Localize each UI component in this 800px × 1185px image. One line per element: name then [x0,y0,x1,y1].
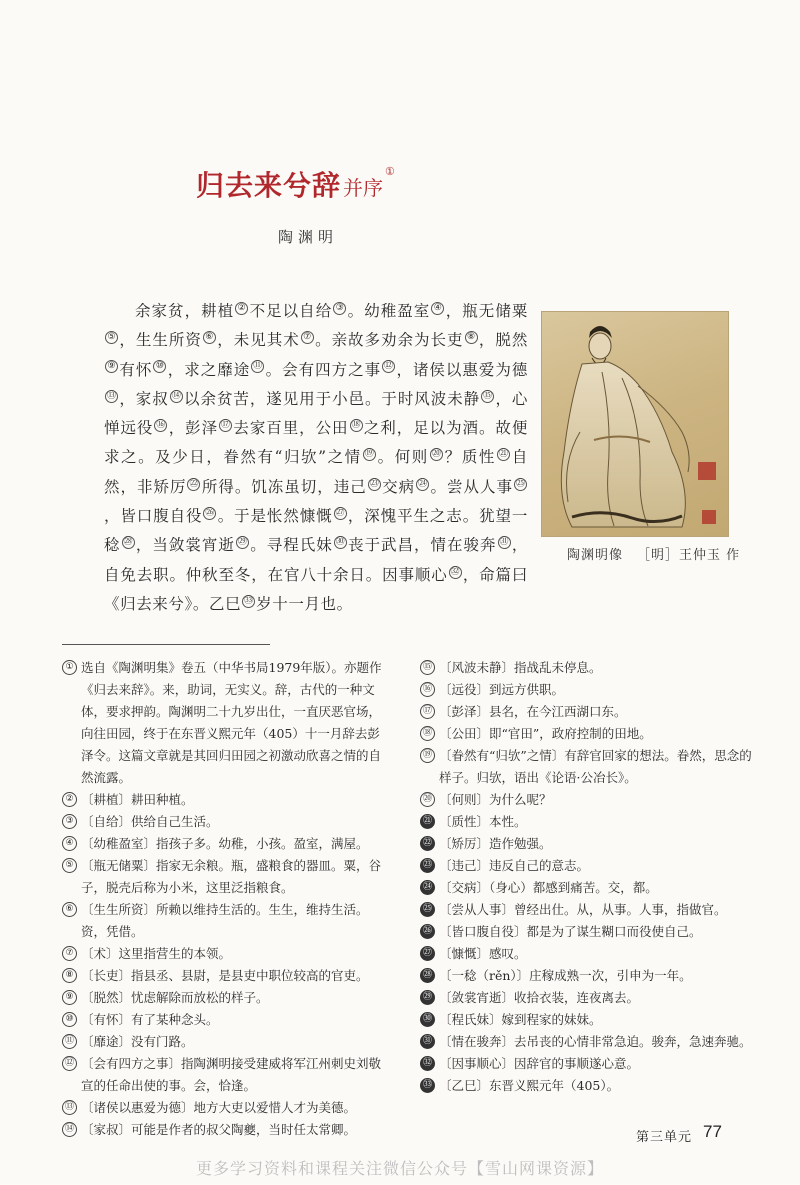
footnote-ref[interactable]: ㉖ [205,507,215,518]
footnote-item [420,723,760,745]
footnote-number: ㉘ [420,968,435,983]
preface-text-run: 余家贫，耕植 [135,302,235,320]
footnote-ref[interactable]: ㉒ [189,478,199,489]
footnote-ref[interactable]: ③ [333,302,346,315]
footnote-number: ㉜ [420,1056,435,1071]
footnote-item [62,855,384,899]
footnote-text: 〔脱然〕忧虑解除而放松的样子。 [81,990,269,1005]
footnote-text: 〔因事顺心〕因辞官的事顺遂心意。 [439,1056,640,1071]
footnote-text: 〔有怀〕有了某种念头。 [81,1012,219,1027]
preface-text-run: ，当敛裳宵逝 [135,536,235,555]
footnote-number: ㉑ [420,814,435,829]
footnote-text: 〔彭泽〕县名，在今江西湖口东。 [439,704,627,719]
title-footnote-ref: ① [385,164,395,178]
footnote-text: 〔乙巳〕东晋义熙元年（405）。 [439,1078,620,1093]
footnote-ref[interactable]: ⑫ [384,361,394,372]
footnote-number: ⑳ [420,792,435,807]
preface-text-run: 之利，足以为酒。故便求之。及少日，眷然有“归欤”之情 [104,419,528,467]
preface-text [104,297,528,619]
footnote-text: 〔交病〕（身心）都感到痛苦。交，都。 [439,880,658,895]
footnote-number: ⑦ [62,946,77,961]
footnote-number: ⑬ [62,1100,77,1115]
footnote-item [420,657,760,679]
footnote-ref[interactable]: ⑤ [105,331,118,344]
footnote-text: 〔耕植〕耕田种植。 [81,792,194,807]
footnote-text: 选自《陶渊明集》卷五（中华书局1979年版）。亦题作《归去来辞》。来，助词，无实义。辞，古代的一种文体，要求押韵。陶渊明二十九岁出仕，一直厌恶官场，向往田园，终于在东晋义熙元年（405）十一月辞去彭泽令。这篇文章就是其回归田园之初激动欣喜之情的自然流露。 [81,660,382,785]
footnote-text: 〔质性〕本性。 [439,814,527,829]
footnote-text: 〔一稔（rěn）〕庄稼成熟一次，引申为一年。 [439,968,692,983]
page-number: 77 [703,1122,722,1141]
footnote-item [420,899,760,921]
footnote-ref[interactable]: ⑯ [156,420,166,431]
footnote-text: 〔情在骏奔〕去吊丧的心情非常急迫。骏奔，急速奔驰。 [439,1034,752,1049]
footnotes-right [420,657,760,1097]
preface-text-run: 。亲故多劝余为长吏 [314,331,464,350]
preface-text-run: ，命篇曰《归去来兮》。乙巳 [104,565,529,613]
footnote-item [420,987,760,1009]
footnote-text: 〔风波未静〕指战乱未停息。 [439,660,602,675]
footnote-number: ⑤ [62,858,77,873]
footnote-number: ⑱ [420,726,435,741]
preface-text-run: 丧于武昌，情在骏奔 [347,536,497,555]
footnote-ref[interactable]: ⑰ [221,420,231,431]
preface-paragraph [104,297,528,619]
footnote-ref[interactable]: ⑭ [171,390,181,401]
footnote-item [420,1075,760,1097]
footnote-ref[interactable]: ⑱ [351,420,361,431]
footnote-number: ㉝ [420,1078,435,1093]
footnotes-left [62,657,384,1141]
footnote-item [62,1053,384,1097]
footnote-item [62,899,384,943]
preface-text-run: ，彭泽 [168,419,219,438]
footnote-item [62,943,384,965]
footnote-ref[interactable]: ② [235,302,248,315]
preface-text-run: ，心惮远役 [104,389,529,438]
footnote-text: 〔术〕这里指营生的本领。 [81,946,232,961]
footnote-item [62,1009,384,1031]
footnote-text: 〔诸侯以惠爱为德〕地方大吏以爱惜人才为美德。 [81,1100,357,1115]
caption-title: 陶渊明像 [567,548,624,563]
footnote-text: 〔长吏〕指县丞、县尉，是县吏中职位较高的官吏。 [81,968,369,983]
preface-text-run: 。何则 [376,448,429,467]
footnote-item [62,789,384,811]
footnote-item [420,855,760,877]
footnote-ref[interactable]: ⑪ [253,361,263,372]
footnote-ref[interactable]: ⑨ [105,360,118,373]
caption-artist: ［明］王仲玉 作 [637,548,741,563]
footnote-text: 〔家叔〕可能是作者的叔父陶夔，当时任太常卿。 [81,1122,357,1137]
footnote-number: ㉛ [420,1034,435,1049]
footnote-number: ③ [62,814,77,829]
preface-text-run: ，生生所资 [119,331,202,350]
portrait-caption [567,544,740,563]
footnote-number: ㉕ [420,902,435,917]
footnote-item [420,1031,760,1053]
preface-text-run: 岁十一月也。 [256,594,353,613]
footnote-item [420,833,760,855]
preface-text-run: 不足以自给 [249,302,333,320]
footnote-ref[interactable]: ⑲ [364,449,374,460]
footnote-ref[interactable]: ㉗ [335,507,345,518]
footnote-text: 〔会有四方之事〕指陶渊明接受建威将军江州刺史刘敬宣的任命出使的事。会，恰逢。 [81,1056,382,1093]
footnote-number: ㉚ [420,1012,435,1027]
footnote-ref[interactable]: ㉔ [418,478,428,489]
footnote-number: ㉒ [420,836,435,851]
portrait-figure [542,312,728,536]
footnote-ref[interactable]: ㉙ [237,537,247,548]
footnote-text: 〔生生所资〕所赖以维持生活的。生生，维持生活。资，凭借。 [81,902,369,939]
footnote-text: 〔尝从人事〕曾经出仕。从，从事。人事，指做官。 [439,902,727,917]
author-name: 陶渊明 [278,228,339,246]
footnote-item [420,1009,760,1031]
footnote-ref[interactable]: ㉘ [123,537,133,548]
footnote-number: ④ [62,836,77,851]
footnote-text: 〔公田〕即“官田”，政府控制的田地。 [439,726,652,741]
preface-text-run: 。寻程氏妹 [249,536,333,555]
preface-text-run: ，皆口腹自役 [104,507,203,526]
footnote-number: ㉖ [420,924,435,939]
preface-text-run: ，诸侯以惠爱为德 [396,360,528,379]
footnote-item [420,877,760,899]
footnote-ref[interactable]: ㉕ [515,478,525,489]
footnote-ref[interactable]: ㉛ [499,537,509,548]
preface-text-run: 有怀 [119,360,153,379]
footnote-number: ⑲ [420,748,435,763]
footnote-text: 〔瓶无储粟〕指家无余粮。瓶，盛粮食的器皿。粟，谷子，脱壳后称为小米，这里泛指粮食。 [81,858,382,895]
footnote-number: ⑧ [62,968,77,983]
preface-text-run: ，求之靡途 [167,360,251,379]
portrait-image [541,311,729,537]
footnote-ref[interactable]: ④ [431,302,444,315]
preface-text-run: 。会有四方之事 [265,360,382,379]
footnote-item [62,811,384,833]
footnote-item [62,657,384,789]
footnote-number: ⑨ [62,990,77,1005]
preface-text-run: ，深愧平生之志。犹望一稔 [104,507,528,555]
footnote-number: ⑭ [62,1122,77,1137]
footnote-text: 〔慷慨〕感叹。 [439,946,527,961]
footnote-text: 〔幼稚盈室〕指孩子多。幼稚，小孩。盈室，满屋。 [81,836,369,851]
footnote-ref[interactable]: ㉓ [369,478,379,489]
preface-text-run: 交病 [381,477,416,496]
title-sub: 并序 [343,176,384,200]
footnote-number: ㉓ [420,858,435,873]
footnote-text: 〔违己〕违反自己的意志。 [439,858,590,873]
footnote-divider [62,644,270,645]
preface-text-run: ，家叔 [119,389,169,408]
footnote-ref[interactable]: ⑮ [483,390,493,401]
footnote-item [62,1031,384,1053]
title-main: 归去来兮辞 [196,169,342,202]
preface-text-run: 。尝从人事 [430,477,513,496]
preface-text-run: ，瓶无储粟 [445,302,528,320]
preface-text-run: 以余贫苦，遂见用于小邑。于时风波未静 [183,389,481,408]
watermark-text: 更多学习资料和课程关注微信公众号【雪山网课资源】 [195,1159,604,1178]
footnote-item [62,1097,384,1119]
footnote-item [420,701,760,723]
footnote-number: ㉗ [420,946,435,961]
footnote-ref[interactable]: ⑧ [465,331,478,344]
footnote-text: 〔敛裳宵逝〕收拾衣装，连夜离去。 [439,990,640,1005]
footnote-text: 〔皆口腹自役〕都是为了谋生糊口而役使自己。 [439,924,702,939]
footnote-item [420,811,760,833]
footnote-number: ② [62,792,77,807]
footnote-text: 〔自给〕供给自己生活。 [81,814,219,829]
footnote-item [62,987,384,1009]
preface-text-run: 所得。饥冻虽切，违己 [201,477,367,496]
footnote-item [420,679,760,701]
footnote-text: 〔矫厉〕造作勉强。 [439,836,552,851]
footnote-number: ⑰ [420,704,435,719]
footnote-number: ⑮ [420,660,435,675]
footnote-item [420,921,760,943]
footnote-item [420,1053,760,1075]
footnote-item [420,789,760,811]
footnote-number: ⑯ [420,682,435,697]
footnote-item [62,833,384,855]
footnote-number: ⑫ [62,1056,77,1071]
footnote-item [62,965,384,987]
footnote-ref[interactable]: ㉝ [244,595,254,606]
footnote-item [420,943,760,965]
preface-text-run: 自然，非矫厉 [104,448,529,496]
footnote-ref[interactable]: ㉑ [498,449,508,460]
footnote-ref[interactable]: ⑬ [106,390,116,401]
footnote-ref[interactable]: ㉚ [335,537,345,548]
unit-label: 第三单元 [636,1130,693,1145]
footnote-number: ① [62,660,77,675]
footnote-number: ⑪ [62,1034,77,1049]
preface-text-run: 。幼稚盈室 [347,302,431,320]
footnote-ref[interactable]: ⑥ [203,331,216,344]
footnote-text: 〔程氏妹〕嫁到程家的妹妹。 [439,1012,602,1027]
preface-text-run: 去家百里，公田 [233,419,349,438]
footnote-text: 〔何则〕为什么呢？ [439,792,552,807]
footnote-text: 〔靡途〕没有门路。 [81,1034,194,1049]
footnote-ref[interactable]: ⑦ [301,331,314,344]
footnote-ref[interactable]: ⑳ [431,449,441,460]
preface-text-run: ，脱然 [478,331,528,350]
footnote-item [420,745,760,789]
footnote-text: 〔眷然有“归欤”之情〕有辞官回家的想法。眷然，思念的样子。归欤，语出《论语·公冶长》。 [439,748,752,785]
page-title [196,164,395,204]
footnote-item [62,1119,384,1141]
preface-text-run: ，自免去职。仲秋至冬，在官八十余日。因事顺心 [104,536,528,584]
preface-text-run: ？质性 [443,448,496,467]
footnote-number: ㉙ [420,990,435,1005]
footnote-ref[interactable]: ⑩ [153,360,166,373]
footnote-ref[interactable]: ㉜ [450,566,460,577]
footnote-number: ㉔ [420,880,435,895]
footnote-number: ⑥ [62,902,77,917]
footnote-item [420,965,760,987]
preface-text-run: ，未见其术 [216,331,300,350]
footnote-number: ⑩ [62,1012,77,1027]
preface-text-run: 。于是怅然慷慨 [217,507,333,526]
footnote-text: 〔远役〕到远方供职。 [439,682,565,697]
